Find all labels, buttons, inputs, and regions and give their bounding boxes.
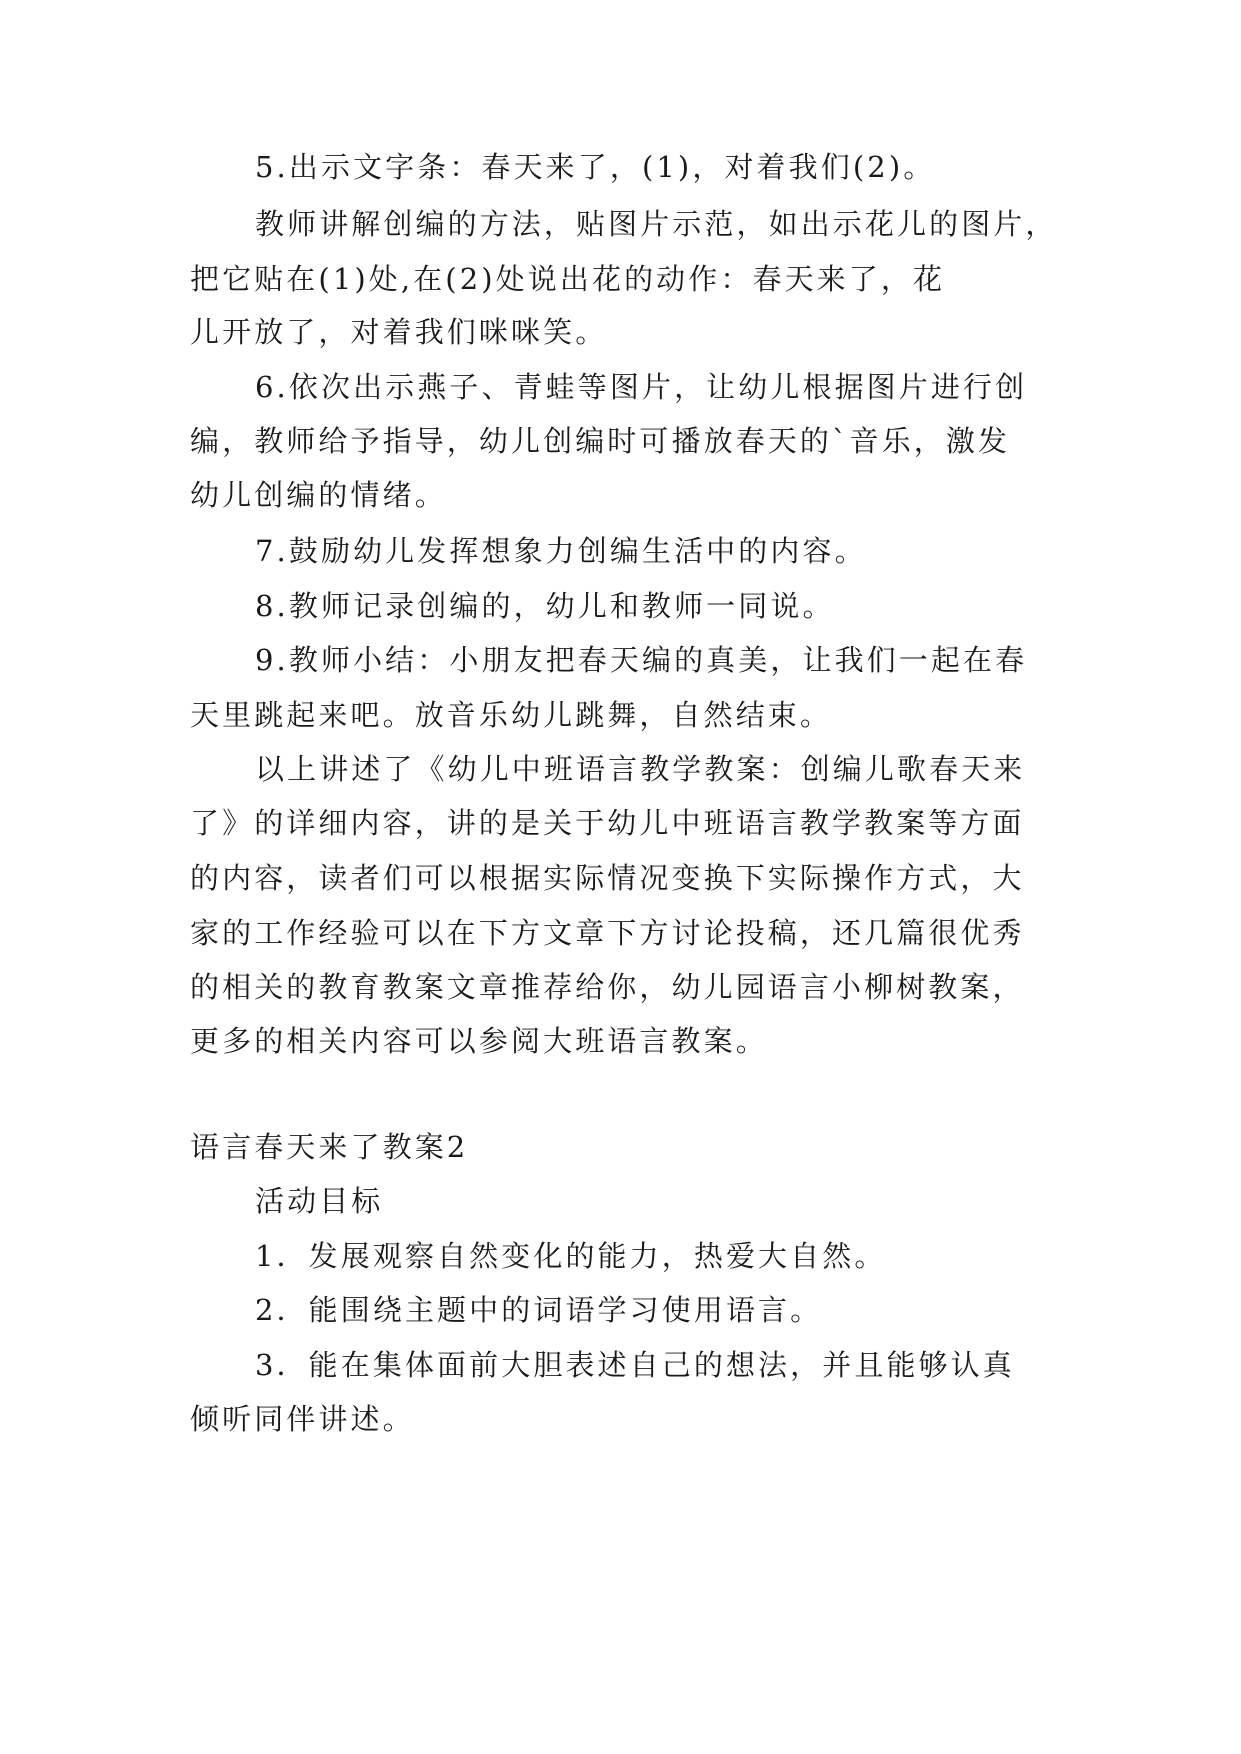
step-9-line-1: 9.教师小结：小朋友把春天编的真美，让我们一起在春 <box>255 643 1028 677</box>
summary-line-1: 以上讲述了《幼儿中班语言教学教案：创编儿歌春天来 <box>255 752 1026 786</box>
summary-line-3: 的内容，读者们可以根据实际情况变换下实际操作方式，大 <box>190 861 1025 895</box>
section-2-title: 语言春天来了教案2 <box>190 1130 469 1164</box>
step-9-line-2: 天里跳起来吧。放音乐幼儿跳舞，自然结束。 <box>190 698 833 732</box>
step-6-line-3: 幼儿创编的情绪。 <box>190 478 447 512</box>
summary-line-2: 了》的详细内容，讲的是关于幼儿中班语言教学教案等方面 <box>190 806 1025 840</box>
step-8: 8.教师记录创编的，幼儿和教师一同说。 <box>255 589 835 623</box>
step-6-line-1: 6.依次出示燕子、青蛙等图片，让幼儿根据图片进行创 <box>255 370 1028 404</box>
step-6-line-2: 编，教师给予指导，幼儿创编时可播放春天的`音乐，激发 <box>190 424 1011 458</box>
teacher-paragraph-line-1: 教师讲解创编的方法，贴图片示范，如出示花儿的图片， <box>255 207 1058 241</box>
summary-line-4: 家的工作经验可以在下方文章下方讨论投稿，还几篇很优秀 <box>190 916 1025 950</box>
summary-line-6: 更多的相关内容可以参阅大班语言教案。 <box>190 1024 768 1058</box>
summary-line-5: 的相关的教育教案文章推荐给你，幼儿园语言小柳树教案， <box>190 970 1025 1004</box>
goal-2: 2．能围绕主题中的词语学习使用语言。 <box>255 1293 823 1327</box>
goal-1: 1．发展观察自然变化的能力，热爱大自然。 <box>255 1239 887 1273</box>
teacher-paragraph-line-3: 儿开放了，对着我们咪咪笑。 <box>190 315 608 349</box>
goal-3-line-2: 倾听同伴讲述。 <box>190 1402 415 1436</box>
teacher-paragraph-line-2: 把它贴在(1)处,在(2)处说出花的动作：春天来了，花 <box>190 262 946 296</box>
goal-3-line-1: 3．能在集体面前大胆表述自己的想法，并且能够认真 <box>255 1348 1015 1382</box>
activity-goals-heading: 活动目标 <box>255 1184 384 1218</box>
step-5: 5.出示文字条：春天来了，(1)，对着我们(2)。 <box>255 150 936 184</box>
step-7: 7.鼓励幼儿发挥想象力创编生活中的内容。 <box>255 534 867 568</box>
